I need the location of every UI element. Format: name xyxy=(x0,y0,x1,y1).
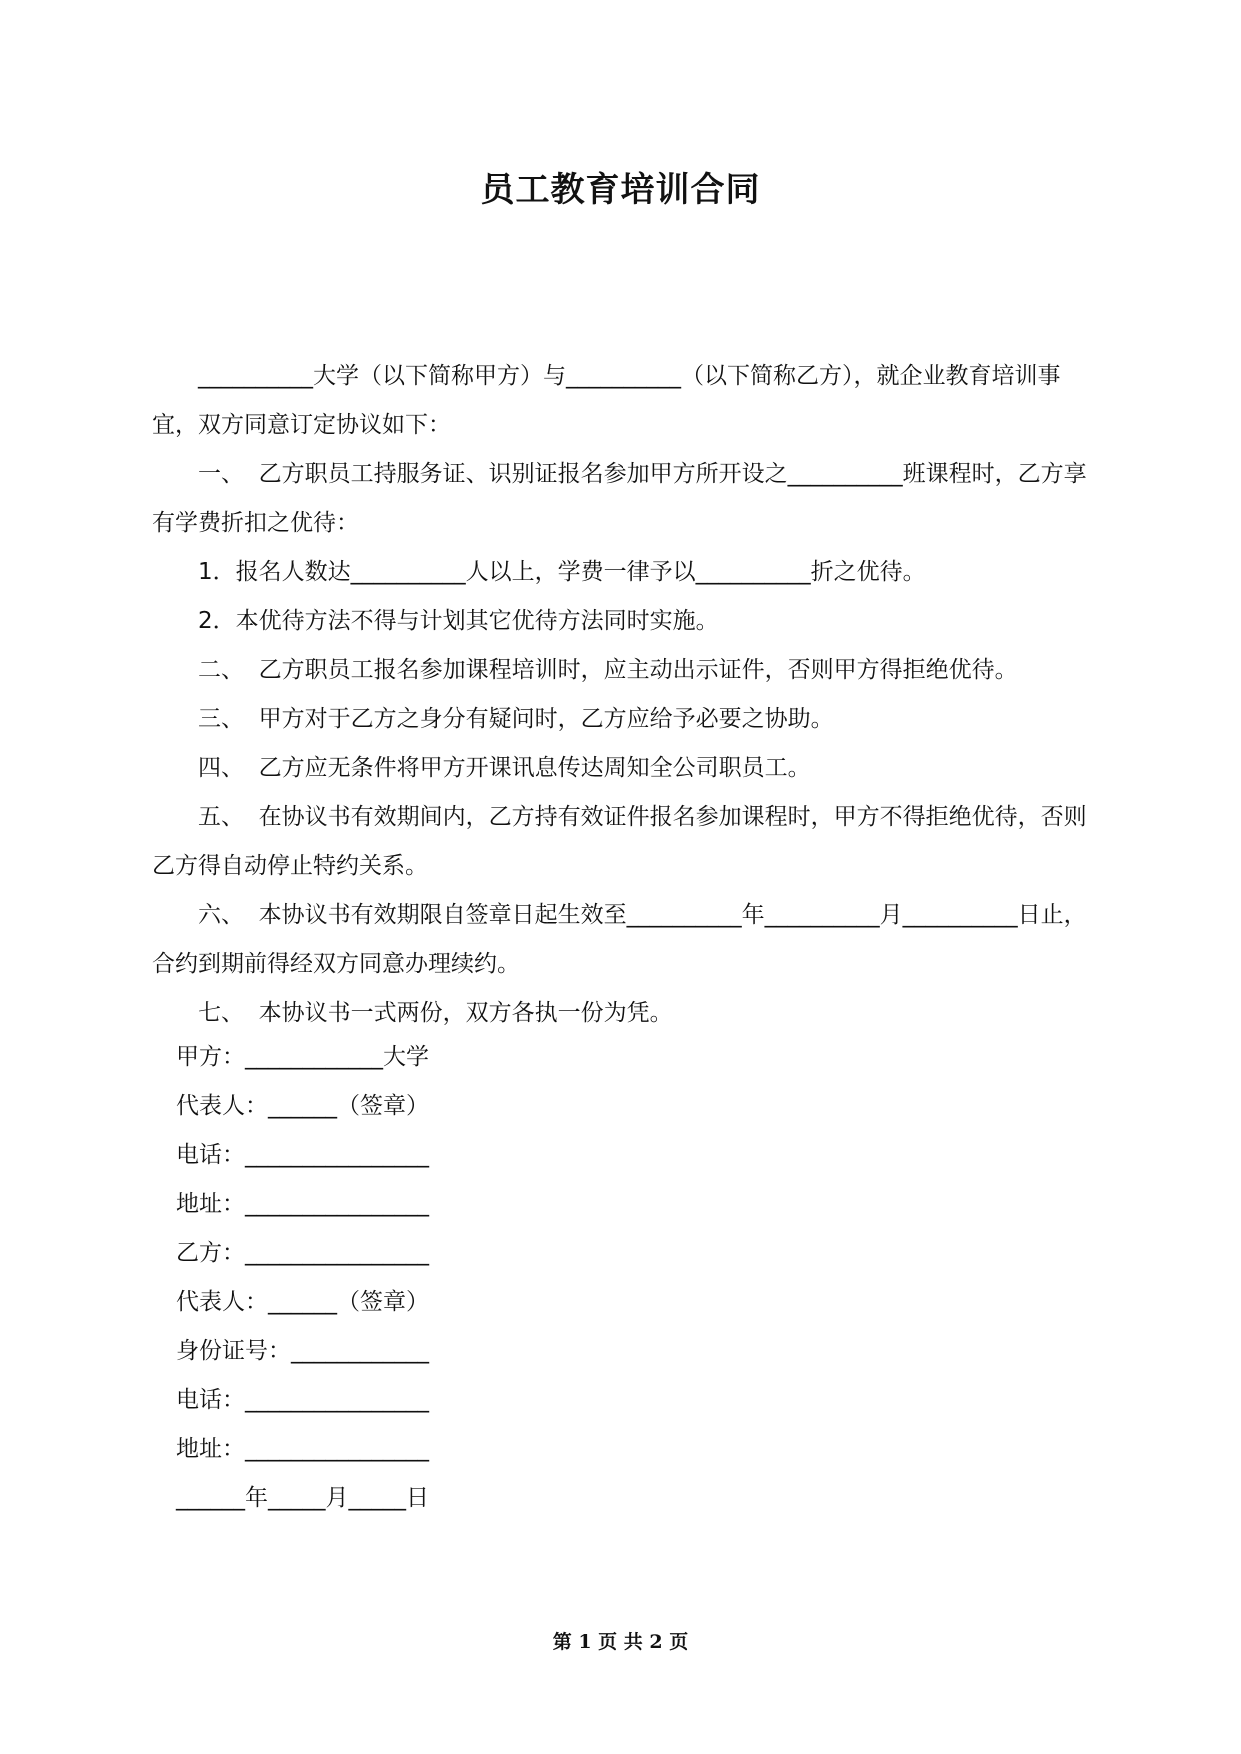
intro-paragraph: __________大学（以下简称甲方）与__________（以下简称乙方），就企业教育培训事宜，双方同意订定协议如下： xyxy=(152,363,1061,438)
clause-3: 三、 甲方对于乙方之身分有疑问时，乙方应给予必要之协助。 xyxy=(198,706,834,732)
clause-7: 七、 本协议书一式两份，双方各执一份为凭。 xyxy=(198,1000,673,1026)
party-a-representative: 代表人：______（签章） xyxy=(176,1093,429,1119)
clause-4: 四、 乙方应无条件将甲方开课讯息传达周知全公司职员工。 xyxy=(198,755,811,781)
clause-6: 六、 本协议书有效期限自签章日起生效至__________年__________月__________日止，合约到期前得经双方同意办理续约。 xyxy=(152,902,1087,977)
clause-1-item-2: 2．本优待方法不得与计划其它优待方法同时实施。 xyxy=(198,608,719,634)
page-footer: 第 1 页 共 2 页 xyxy=(552,1631,689,1653)
clause-1-item-1: 1．报名人数达__________人以上，学费一律予以__________折之优待。 xyxy=(198,559,926,585)
clause-5: 五、 在协议书有效期间内，乙方持有效证件报名参加课程时，甲方不得拒绝优待，否则乙方得自动停止特约关系。 xyxy=(152,804,1087,879)
party-b-address: 地址：________________ xyxy=(176,1436,429,1462)
party-a-phone: 电话：________________ xyxy=(176,1142,429,1168)
party-b-line: 乙方：________________ xyxy=(176,1240,429,1266)
party-b-representative: 代表人：______（签章） xyxy=(176,1289,429,1315)
signature-block xyxy=(176,1033,429,1523)
clause-1: 一、 乙方职员工持服务证、识别证报名参加甲方所开设之__________班课程时，乙方享有学费折扣之优待： xyxy=(152,461,1087,536)
contract-body xyxy=(152,352,1092,1038)
party-b-phone: 电话：________________ xyxy=(176,1387,429,1413)
clause-2: 二、 乙方职员工报名参加课程培训时，应主动出示证件，否则甲方得拒绝优待。 xyxy=(198,657,1018,683)
party-b-id-number: 身份证号：____________ xyxy=(176,1338,429,1364)
party-a-address: 地址：________________ xyxy=(176,1191,429,1217)
party-a-line: 甲方：____________大学 xyxy=(176,1044,429,1070)
document-title: 员工教育培训合同 xyxy=(480,170,761,210)
signing-date: ______年_____月_____日 xyxy=(176,1485,429,1511)
